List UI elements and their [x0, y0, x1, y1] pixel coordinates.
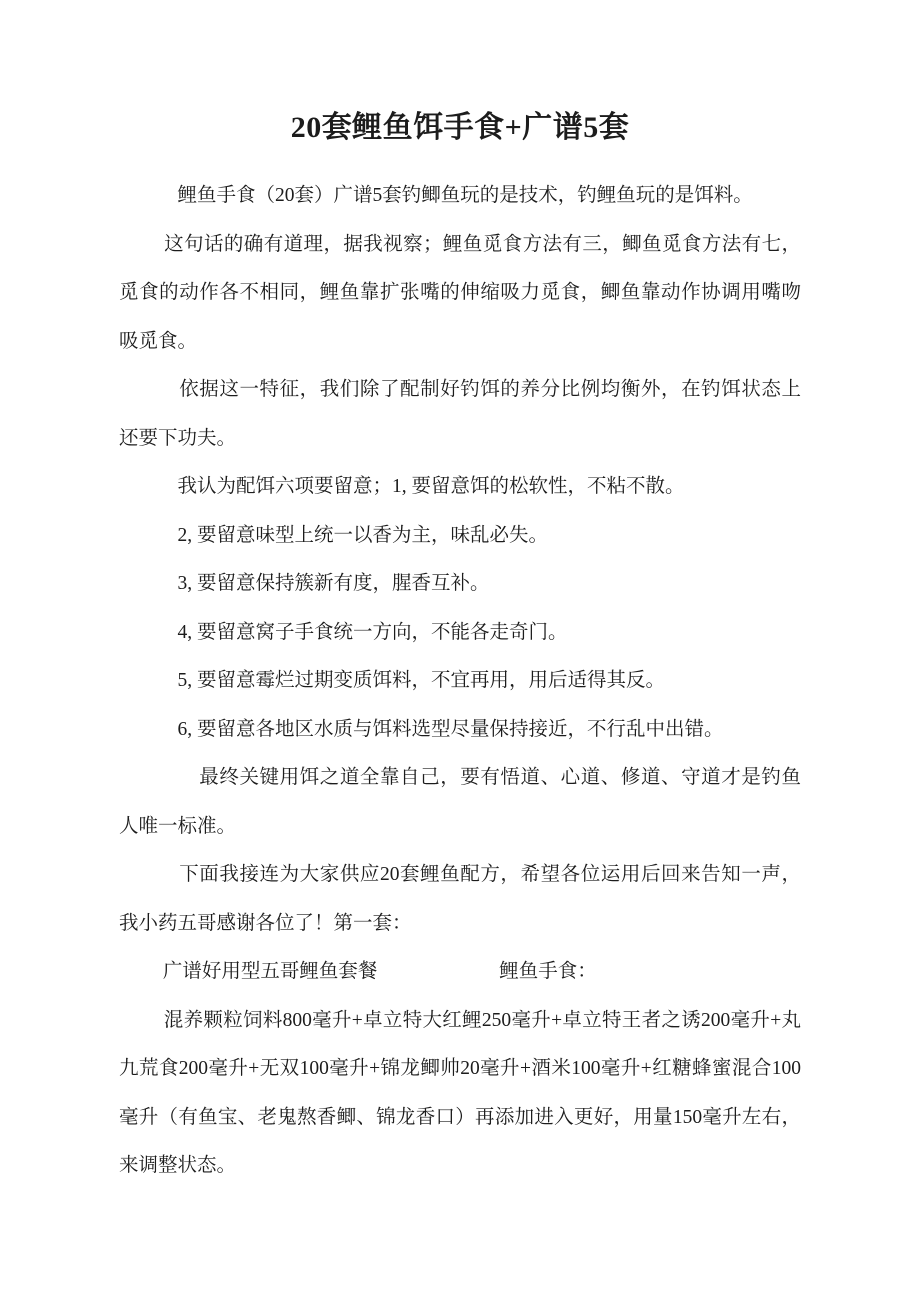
document-title: 20套鲤鱼饵手食+广谱5套: [290, 111, 630, 144]
paragraph-recipe-heading: 广谱好用型五哥鲤鱼套餐 鲤鱼手食：: [119, 961, 597, 982]
paragraph-lead-in: 下面我接连为大家供应20套鲤鱼配方，希望各位运用后回来告知一声，我小药五哥感谢各位了！第一套：: [119, 864, 801, 934]
paragraph-observation: 这句话的确有道理，据我视察；鲤鱼觅食方法有三，鲫鱼觅食方法有七，觅食的动作各不相同，鲤鱼靠扩张嘴的伸缩吸力觅食，鲫鱼靠动作协调用嘴吻吸觅食。: [119, 233, 801, 352]
paragraph-rule-3: 3, 要留意保持簇新有度，腥香互补。: [119, 573, 490, 594]
paragraph-recipe-detail: 混养颗粒饲料800毫升+卓立特大红鲤250毫升+卓立特王者之诱200毫升+丸九荒食200毫升+无双100毫升+锦龙鲫帅20毫升+酒米100毫升+红糖蜂蜜混合100毫升（有鱼宝、老鬼熬香鲫、锦龙香口）再添加进入更好，用量150毫升左右，来调整状态。: [119, 1009, 801, 1176]
paragraph-rule-2: 2, 要留意味型上统一以香为主，味乱必失。: [119, 524, 549, 546]
paragraph-intro: 鲤鱼手食（20套）广谱5套钓鲫鱼玩的是技术，钓鲤鱼玩的是饵料。: [119, 185, 753, 206]
paragraph-rule-1: 我认为配饵六项要留意；1, 要留意饵的松软性，不粘不散。: [119, 476, 685, 497]
paragraph-rule-4: 4, 要留意窝子手食统一方向，不能各走奇门。: [119, 621, 568, 643]
paragraph-rule-6: 6, 要留意各地区水质与饵料选型尽量保持接近，不行乱中出错。: [119, 718, 724, 740]
paragraph-rule-5: 5, 要留意霉烂过期变质饵料，不宜再用，用后适得其反。: [119, 670, 666, 691]
paragraph-conclusion: 最终关键用饵之道全靠自己，要有悟道、心道、修道、守道才是钓鱼人唯一标准。: [119, 767, 801, 837]
paragraph-characteristic: 依据这一特征，我们除了配制好钓饵的养分比例均衡外，在钓饵状态上还要下功夫。: [119, 379, 801, 449]
document-body: [119, 172, 801, 1191]
